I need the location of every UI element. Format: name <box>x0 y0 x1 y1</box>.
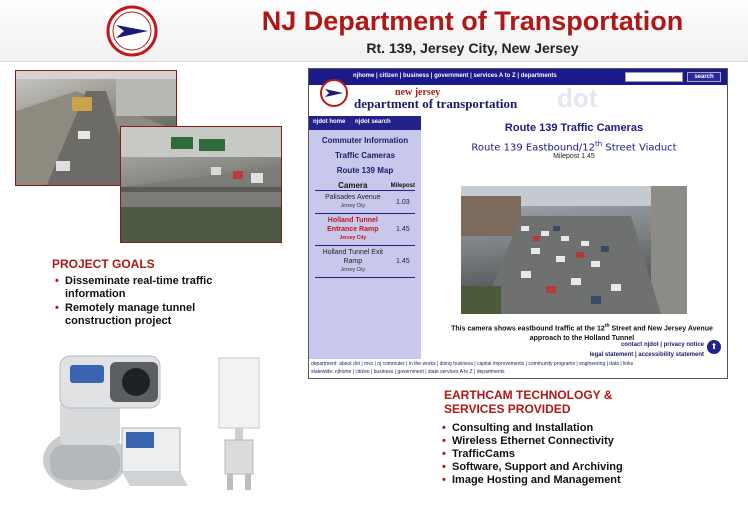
site-header <box>309 69 727 113</box>
table-row[interactable] <box>315 246 415 278</box>
statewide-links[interactable]: statewide: njhome | citizen | business | government | state services A to Z | departments <box>311 369 505 375</box>
list-item: • Disseminate real-time traffic information <box>55 275 255 301</box>
sidebar-link-traffic-cameras[interactable]: Traffic Cameras <box>334 151 396 160</box>
column-header-camera: Camera <box>315 181 391 191</box>
project-goals-heading: PROJECT GOALS <box>52 257 155 271</box>
site-logo-small-text: new jersey <box>395 87 441 98</box>
page-subtitle: Rt. 139, Jersey City, New Jersey <box>366 40 579 56</box>
wireless-radio-product-icon <box>205 356 275 502</box>
camera-page-subtitle <box>421 140 727 153</box>
heading-line-1: EARTHCAM TECHNOLOGY & <box>444 388 613 402</box>
site-top-nav: njhome | citizen | business | government | services A to Z | departments <box>309 69 727 85</box>
camera-page-title: Route 139 Traffic Cameras <box>504 122 644 134</box>
nav-link-citizen[interactable]: citizen <box>379 73 399 79</box>
subtitle-post: Street Viaduct <box>602 142 677 154</box>
camera-name-text[interactable]: Palisades Avenue <box>325 194 381 201</box>
list-item: • TrafficCams <box>442 448 623 461</box>
list-item: • Image Hosting and Management <box>442 474 623 487</box>
page-title: NJ Department of Transportation <box>261 6 684 36</box>
footer-links-line-1[interactable]: contact njdot | privacy notice <box>620 342 704 348</box>
sidebar-nav <box>309 116 421 130</box>
camera-table <box>315 181 415 278</box>
camera-name-text[interactable]: Holland Tunnel Exit Ramp <box>322 249 383 265</box>
nav-link-business[interactable]: business <box>403 73 430 79</box>
site-search-button[interactable]: search <box>687 72 721 82</box>
traffic-camera-image <box>461 186 687 314</box>
department-links[interactable]: department: about dot | mvc | nj commuter | in the works | doing business | capital improvements | community programs | engineering | data | links <box>311 361 634 367</box>
nav-link-njhome[interactable]: njhome <box>353 73 375 79</box>
camera-milepost: 1.45 <box>391 246 415 278</box>
site-sidebar <box>309 116 421 359</box>
caption-pre: This camera shows eastbound traffic at the 12 <box>451 325 605 333</box>
list-item: • Software, Support and Archiving <box>442 461 623 474</box>
sidebar-link-njdot-search[interactable]: njdot search <box>355 119 391 125</box>
nav-link-services[interactable]: services A to Z <box>473 73 516 79</box>
nav-link-departments[interactable]: departments <box>520 73 557 79</box>
back-arrow-icon[interactable]: ⬆ <box>707 340 721 354</box>
caption-sup: th <box>604 323 610 329</box>
camera-milepost: 1.03 <box>391 191 415 214</box>
camera-city: Jersey City <box>339 235 367 241</box>
site-footer-links <box>559 340 704 360</box>
footer-links-line-2[interactable]: legal statement | accessibility statement <box>589 352 704 358</box>
camera-name[interactable] <box>315 246 391 278</box>
njdot-small-logo-icon <box>319 79 349 107</box>
camera-name-text[interactable]: Holland Tunnel Entrance Ramp <box>327 217 379 233</box>
njdot-website-screenshot <box>308 68 728 379</box>
heading-line-2: SERVICES PROVIDED <box>444 402 571 416</box>
list-item: • Wireless Ethernet Connectivity <box>442 435 623 448</box>
highway-photo-2 <box>120 126 282 243</box>
earthcam-services-heading <box>444 388 612 416</box>
njdot-logo-icon <box>104 5 160 57</box>
nav-link-government[interactable]: government <box>434 73 469 79</box>
camera-city: Jersey City <box>340 203 366 209</box>
site-logo-text: department of transportation <box>354 96 518 111</box>
list-item: • Remotely manage tunnel construction project <box>55 302 255 328</box>
subtitle-pre: Route 139 Eastbound/12 <box>471 142 596 154</box>
camera-name[interactable] <box>315 214 391 246</box>
sidebar-link-commuter-info[interactable]: Commuter Information <box>321 136 409 145</box>
project-goals-list <box>55 275 255 329</box>
site-bottom-nav <box>311 360 725 376</box>
milepost-label: Milepost 1.45 <box>553 153 595 160</box>
earthcam-camera-product-icon <box>30 350 190 500</box>
site-search-input[interactable] <box>625 72 683 82</box>
camera-name[interactable] <box>315 191 391 214</box>
header <box>0 0 748 62</box>
earthcam-services-list <box>442 422 623 487</box>
list-item: • Consulting and Installation <box>442 422 623 435</box>
camera-city: Jersey City <box>340 267 366 273</box>
sidebar-link-route-map[interactable]: Route 139 Map <box>336 166 394 175</box>
table-row[interactable] <box>315 214 415 246</box>
column-header-milepost: Milepost <box>390 182 415 189</box>
subtitle-sup: th <box>595 140 603 148</box>
dot-watermark: dot <box>557 83 598 113</box>
caption-post: Street and New Jersey Avenue approach to the Holland Tunnel <box>529 325 713 343</box>
camera-milepost: 1.45 <box>391 214 415 246</box>
sidebar-link-njdot-home[interactable]: njdot home <box>313 119 346 125</box>
table-row[interactable] <box>315 191 415 214</box>
